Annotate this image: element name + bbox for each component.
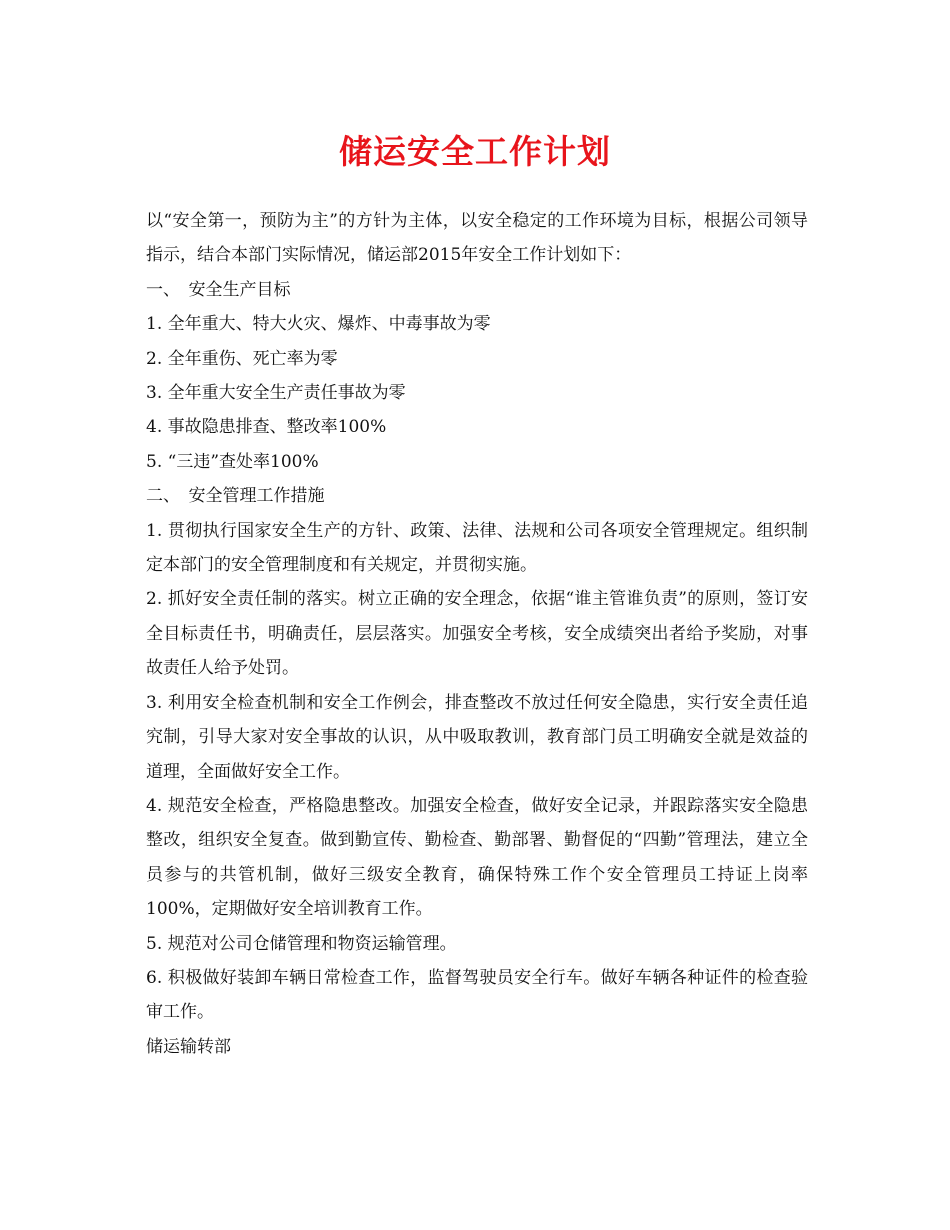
measure-item-4: 4. 规范安全检查，严格隐患整改。加强安全检查，做好安全记录，并跟踪落实安全隐患整改，组织安全复查。做到勤宣传、勤检查、勤部署、勤督促的“四勤”管理法，建立全员参与的共管机制，做好三级安全教育，确保特殊工作个安全管理员工持证上岗率100%，定期做好安全培训教育工作。 (146, 795, 808, 920)
intro-paragraph: 以“安全第一，预防为主”的方针为主体，以安全稳定的工作环境为目标，根据公司领导指示，结合本部门实际情况，储运部2015年安全工作计划如下： (146, 211, 808, 266)
document-title: 储运安全工作计划 (339, 132, 611, 171)
document-body (146, 204, 808, 1064)
goal-item-4: 4. 事故隐患排查、整改率100% (146, 417, 387, 438)
section-heading-measures: 二、 安全管理工作措施 (146, 486, 325, 507)
signature-department: 储运输转部 (146, 1036, 231, 1057)
section-heading-goals: 一、 安全生产目标 (146, 279, 291, 300)
measure-item-3: 3. 利用安全检查机制和安全工作例会，排查整改不放过任何安全隐患，实行安全责任追究制，引导大家对安全事故的认识，从中吸取教训，教育部门员工明确安全就是效益的道理，全面做好安全工作。 (146, 692, 808, 782)
measure-item-1: 1. 贯彻执行国家安全生产的方针、政策、法律、法规和公司各项安全管理规定。组织制定本部门的安全管理制度和有关规定，并贯彻实施。 (146, 520, 808, 576)
measure-item-5: 5. 规范对公司仓储管理和物资运输管理。 (146, 933, 457, 954)
goal-item-1: 1. 全年重大、特大火灾、爆炸、中毒事故为零 (146, 314, 491, 335)
goal-item-2: 2. 全年重伤、死亡率为零 (146, 348, 338, 369)
measure-item-6: 6. 积极做好装卸车辆日常检查工作，监督驾驶员安全行车。做好车辆各种证件的检查验审工作。 (146, 967, 808, 1023)
measure-item-2: 2. 抓好安全责任制的落实。树立正确的安全理念，依据“谁主管谁负责”的原则，签订安全目标责任书，明确责任，层层落实。加强安全考核，安全成绩突出者给予奖励，对事故责任人给予处罚。 (146, 589, 808, 679)
goal-item-5: 5. “三违”查处率100% (146, 451, 319, 472)
goal-item-3: 3. 全年重大安全生产责任事故为零 (146, 383, 406, 404)
